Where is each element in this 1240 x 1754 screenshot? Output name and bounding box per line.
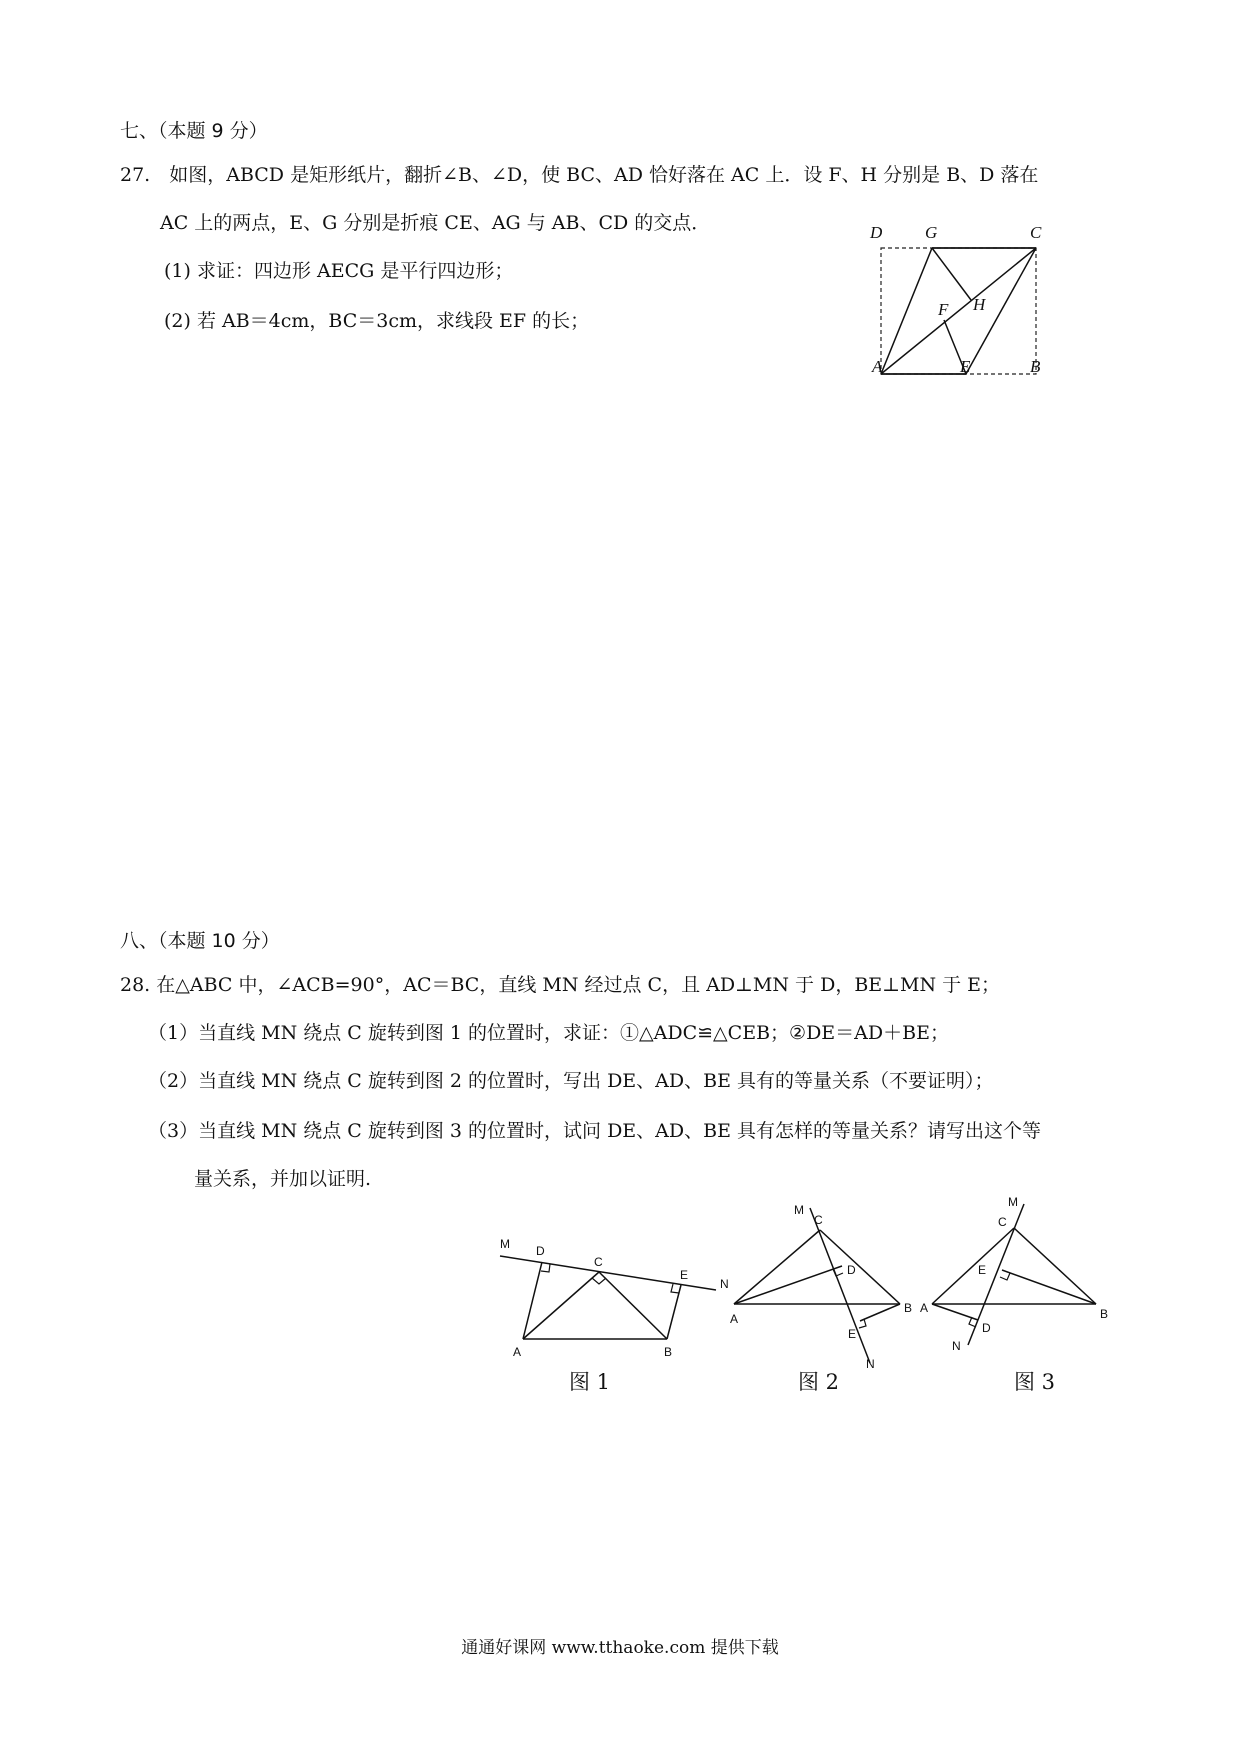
section-7-heading: 七、（本题 9 分）: [120, 120, 268, 142]
segment-cb-fig1: [599, 1272, 667, 1339]
segment-ad-fig1: [523, 1262, 542, 1339]
question-28-part-3-line-2: 量关系，并加以证明.: [194, 1168, 372, 1190]
label-n-fig2: N: [866, 1357, 875, 1371]
segment-ac-fig1: [523, 1272, 599, 1339]
label-a: A: [872, 357, 883, 376]
label-c-fig1: C: [594, 1255, 603, 1269]
question-27-line-1: 27. 如图，ABCD 是矩形纸片，翻折∠B、∠D，使 BC、AD 恰好落在 AC 上．设 F、H 分别是 B、D 落在: [120, 164, 1039, 186]
page-footer: 通通好课网 www.tthaoke.com 提供下载: [461, 1638, 779, 1658]
question-28-part-3-line-1: （3）当直线 MN 绕点 C 旋转到图 3 的位置时，试问 DE、AD、BE 具有怎样的等量关系？请写出这个等: [148, 1120, 1042, 1142]
segment-ac-fig2: [734, 1230, 820, 1304]
label-d-fig3: D: [982, 1321, 991, 1335]
label-c: C: [1030, 223, 1042, 242]
label-e-fig3: E: [978, 1263, 987, 1277]
label-g: G: [925, 223, 938, 242]
label-a-fig2: A: [730, 1312, 739, 1326]
label-e: E: [960, 357, 971, 376]
right-angle-d-fig1: [541, 1264, 550, 1272]
question-28-part-1: （1）当直线 MN 绕点 C 旋转到图 1 的位置时，求证：①△ADC≌△CEB；②DE＝AD＋BE；: [148, 1022, 949, 1044]
label-d-fig1: D: [536, 1244, 545, 1258]
label-m-fig3: M: [1008, 1195, 1018, 1209]
right-angle-c-fig1: [592, 1278, 606, 1284]
label-c-fig3: C: [998, 1215, 1007, 1229]
segment-ac-fig3: [932, 1228, 1014, 1304]
label-b-fig2: B: [904, 1301, 913, 1315]
segment-be-fig3: [1002, 1270, 1096, 1304]
right-angle-e-fig1: [671, 1284, 679, 1293]
label-a-fig3: A: [920, 1301, 929, 1315]
question-28-line-1: 28. 在△ABC 中，∠ACB=90°，AC＝BC，直线 MN 经过点 C，且 AD⊥MN 于 D，BE⊥MN 于 E；: [120, 974, 1001, 996]
segment-ad-fig2: [734, 1266, 842, 1304]
figure-3-caption: 图 3: [1014, 1370, 1056, 1394]
segment-cb-fig3: [1014, 1228, 1096, 1304]
question-27-line-2: AC 上的两点，E、G 分别是折痕 CE、AG 与 AB、CD 的交点．: [160, 212, 711, 234]
label-d: D: [870, 223, 883, 242]
question-28-part-2: （2）当直线 MN 绕点 C 旋转到图 2 的位置时，写出 DE、AD、BE 具有的等量关系（不要证明）；: [148, 1070, 994, 1092]
label-h: H: [973, 295, 986, 314]
right-angle-e-fig3: [1000, 1273, 1010, 1280]
question-27-part-2: (2) 若 AB＝4cm，BC＝3cm，求线段 EF 的长；: [164, 310, 590, 332]
segment-be-fig2: [860, 1304, 900, 1321]
label-a-fig1: A: [513, 1345, 522, 1359]
question-27-part-1: (1) 求证：四边形 AECG 是平行四边形；: [164, 260, 514, 282]
figure-2-caption: 图 2: [798, 1370, 840, 1394]
label-m-fig2: M: [794, 1203, 804, 1217]
label-m-fig1: M: [500, 1237, 510, 1251]
label-b-fig1: B: [664, 1345, 673, 1359]
figure-1-caption: 图 1: [569, 1370, 611, 1394]
label-n-fig3: N: [952, 1339, 961, 1353]
label-n-fig1: N: [720, 1277, 729, 1291]
figure-3: [920, 1195, 1108, 1353]
label-b: B: [1030, 357, 1041, 376]
label-d-fig2: D: [847, 1263, 856, 1277]
segment-cb-fig2: [820, 1230, 900, 1304]
label-e-fig2: E: [848, 1327, 857, 1341]
label-b-fig3: B: [1100, 1307, 1109, 1321]
figure-1: [500, 1237, 729, 1359]
label-e-fig1: E: [680, 1268, 689, 1282]
figure-2: [730, 1203, 912, 1371]
label-f: F: [938, 300, 949, 319]
section-8-heading: 八、（本题 10 分）: [120, 930, 280, 952]
label-c-fig2: C: [814, 1213, 823, 1227]
